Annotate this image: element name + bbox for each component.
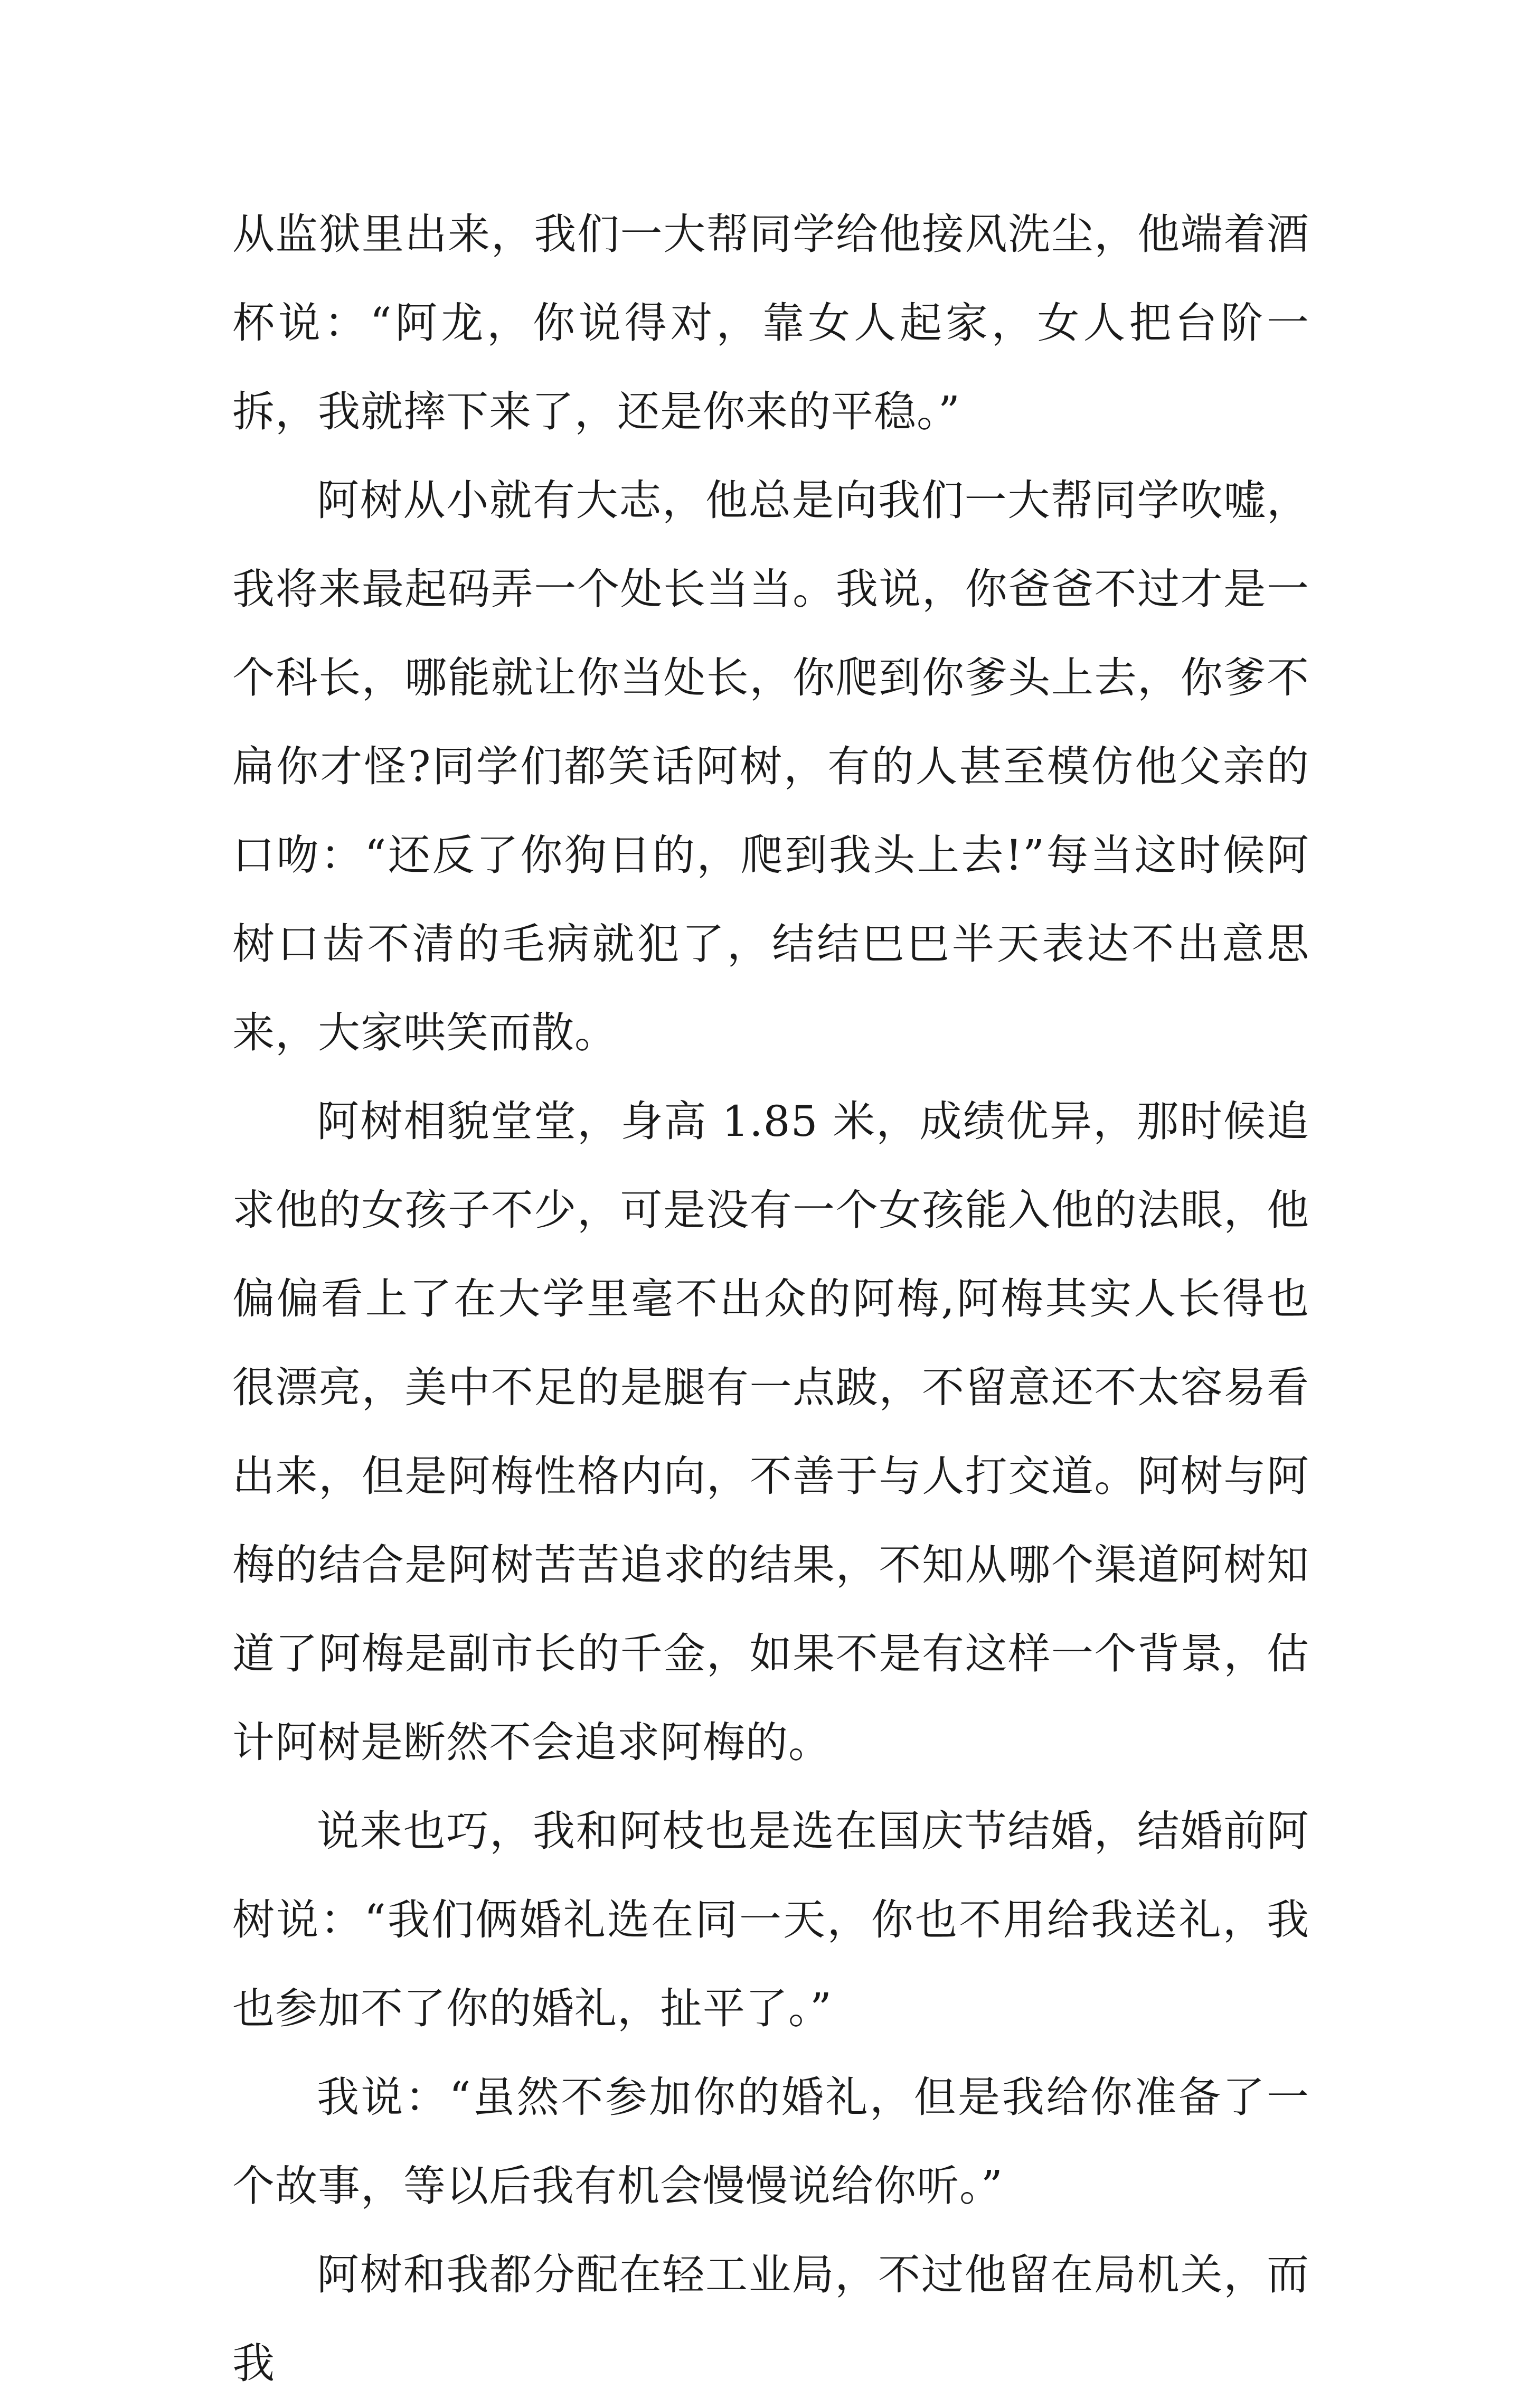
body-text <box>232 190 1309 2408</box>
paragraph-5: 我说：“虽然不参加你的婚礼，但是我给你准备了一个故事，等以后我有机会慢慢说给你听。” <box>232 2073 1309 2211</box>
paragraph-1: 从监狱里出来，我们一大帮同学给他接风洗尘，他端着酒杯说：“阿龙，你说得对，靠女人起家，女人把台阶一拆，我就摔下来了，还是你来的平稳。” <box>232 210 1309 436</box>
paragraph-3: 阿树相貌堂堂，身高 1.85 米，成绩优异，那时候追求他的女孩子不少，可是没有一个女孩能入他的法眼，他偏偏看上了在大学里毫不出众的阿梅,阿梅其实人长得也很漂亮，美中不足的是腿有一点跛，不留意还不太容易看出来，但是阿梅性格内向，不善于与人打交道。阿树与阿梅的结合是阿树苦苦追求的结果，不知从哪个渠道阿树知道了阿梅是副市长的千金，如果不是有这样一个背景，估计阿树是断然不会追求阿梅的。 <box>232 1097 1309 1767</box>
paragraph-4: 说来也巧，我和阿枝也是选在国庆节结婚，结婚前阿树说：“我们俩婚礼选在同一天，你也不用给我送礼，我也参加不了你的婚礼，扯平了。” <box>232 1807 1309 2033</box>
paragraph-2: 阿树从小就有大志，他总是向我们一大帮同学吹嘘，我将来最起码弄一个处长当当。我说，你爸爸不过才是一个科长，哪能就让你当处长，你爬到你爹头上去，你爹不扁你才怪?同学们都笑话阿树，有的人甚至模仿他父亲的口吻：“还反了你狗日的，爬到我头上去!”每当这时候阿树口齿不清的毛病就犯了，结结巴巴半天表达不出意思来，大家哄笑而散。 <box>232 476 1309 1057</box>
paragraph-6: 阿树和我都分配在轻工业局，不过他留在局机关，而我 <box>232 2250 1309 2388</box>
